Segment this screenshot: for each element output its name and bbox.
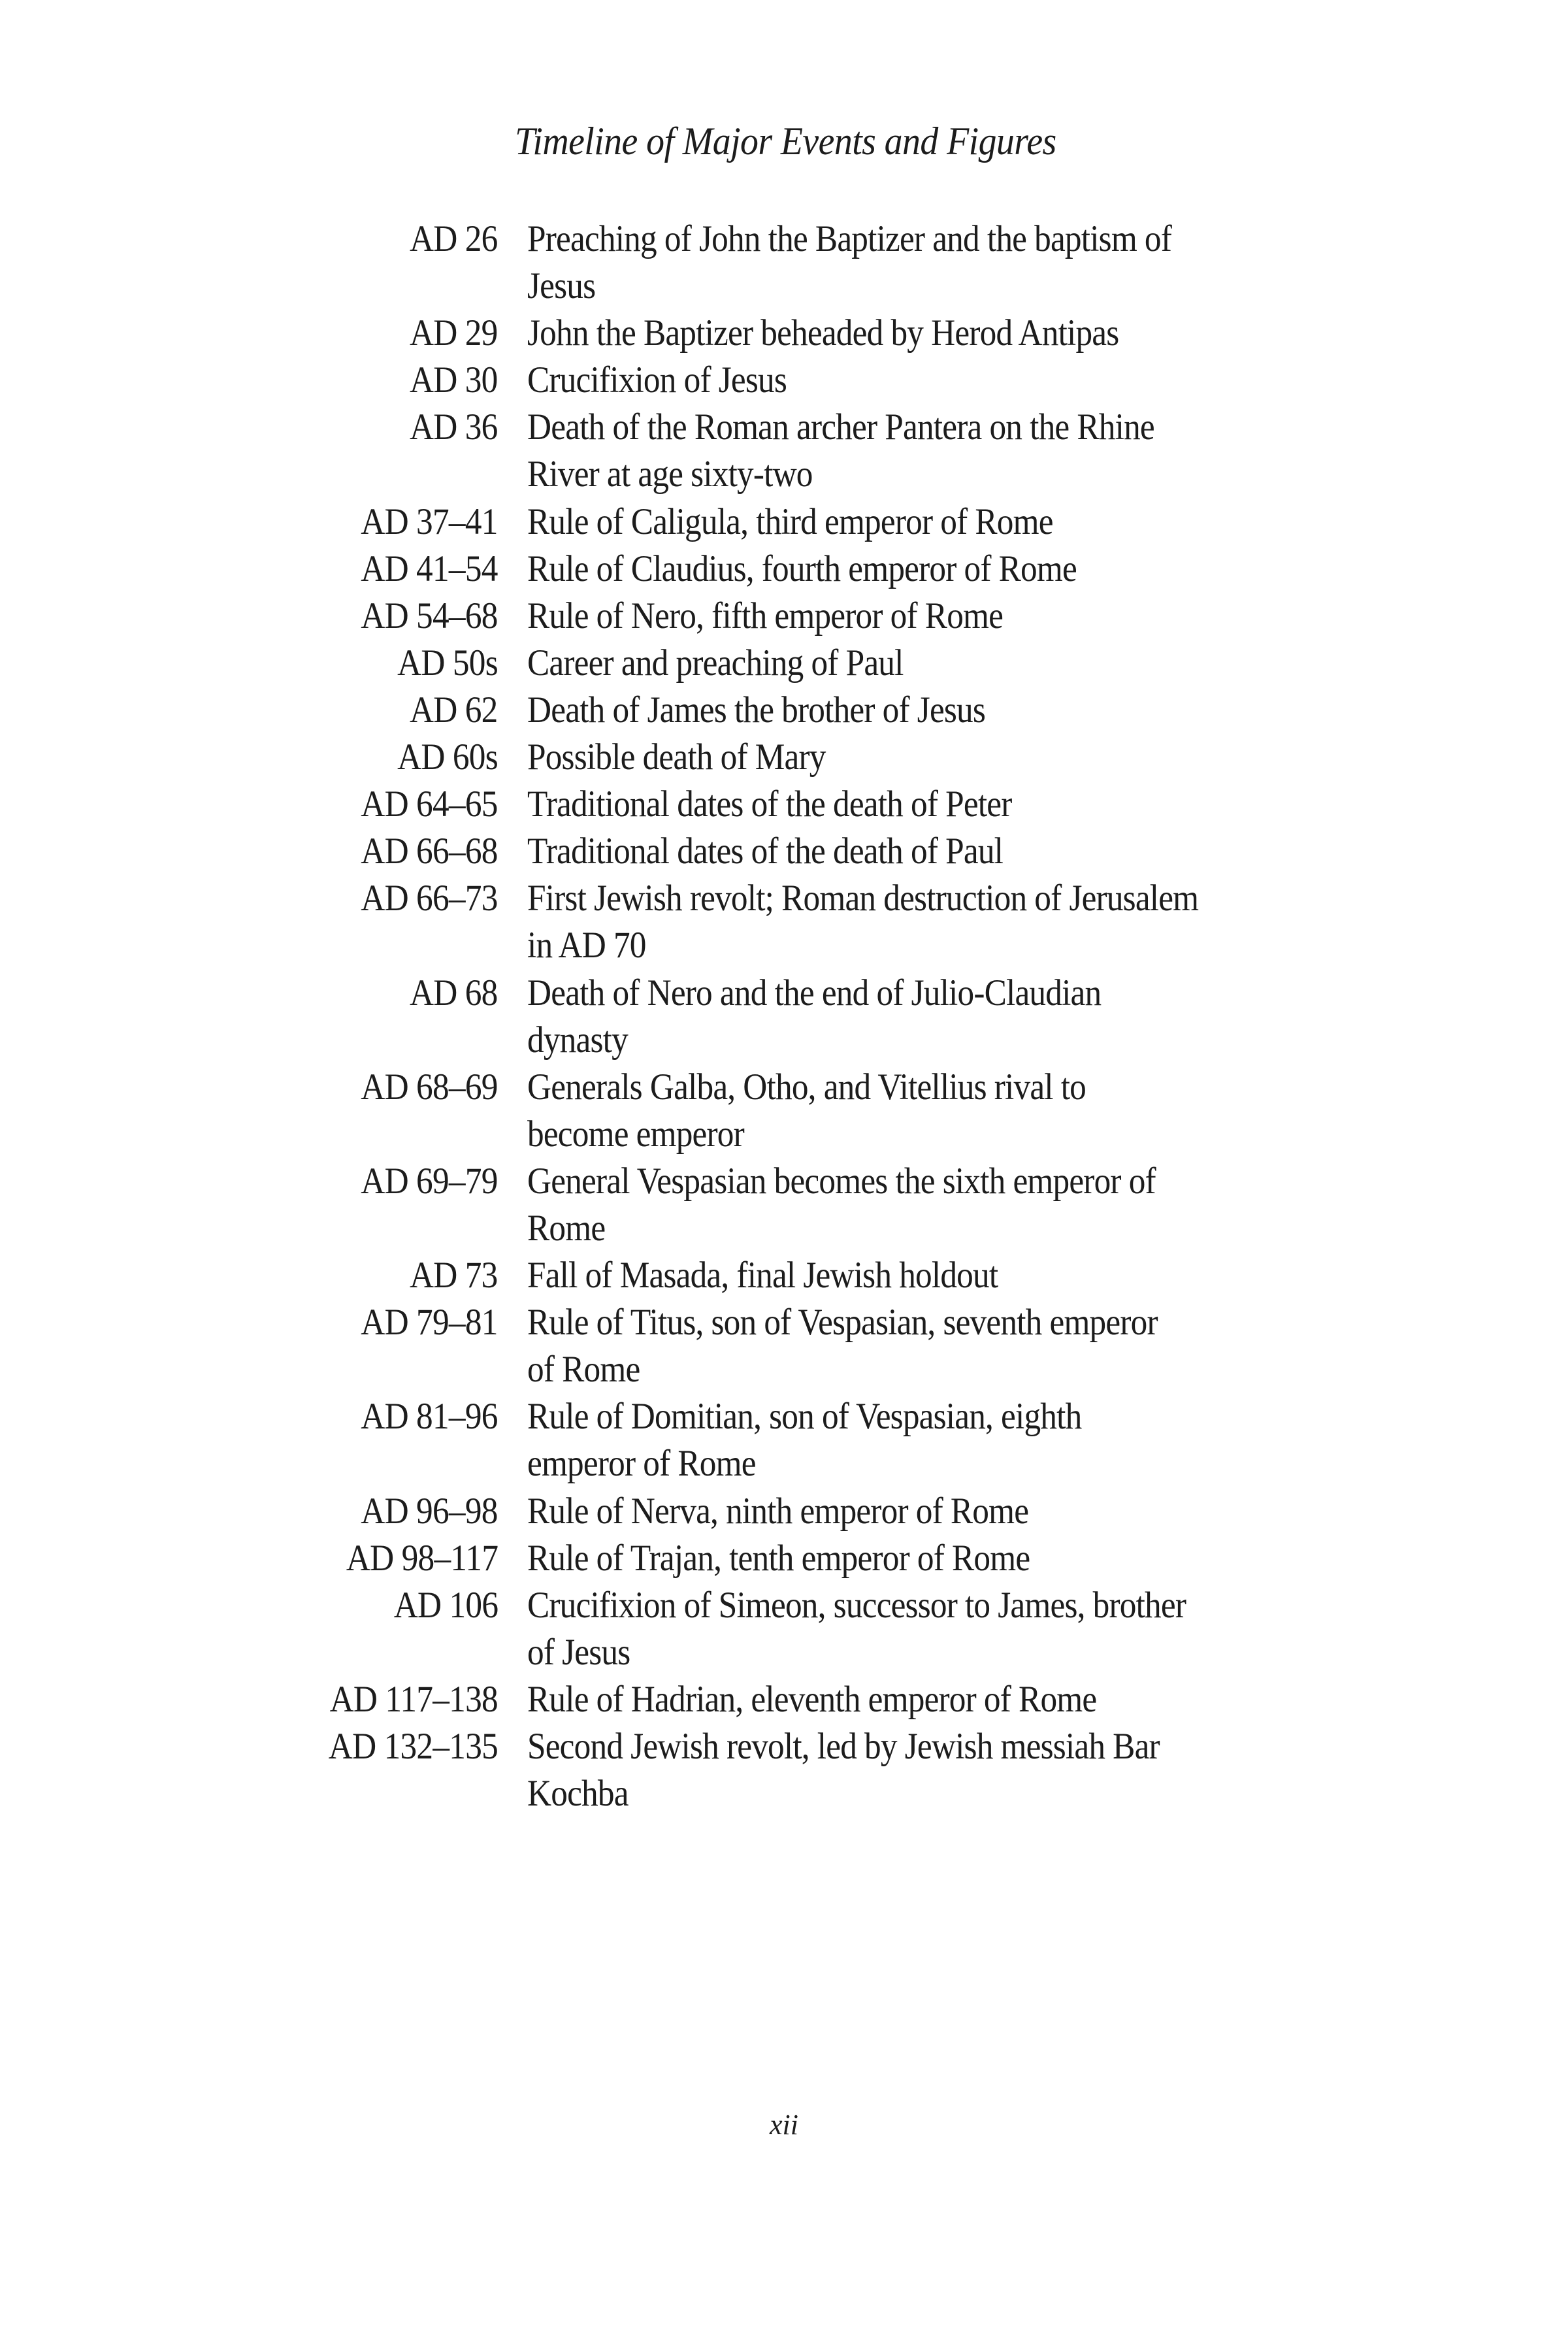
timeline-description-line: dynasty [527,1019,628,1061]
timeline-date-text: AD 79–81 [361,1302,498,1344]
timeline-entry [0,1723,1568,1817]
timeline-description [527,734,1344,781]
timeline-entry [0,593,1568,640]
timeline-description-line: Traditional dates of the death of Paul [527,831,1004,872]
timeline-date-text: AD 66–73 [361,878,498,919]
timeline-entry [0,1252,1568,1299]
timeline-entry [0,734,1568,781]
timeline-date-text: AD 30 [410,359,498,401]
timeline-description-line: in AD 70 [527,925,646,966]
timeline-entry [0,1299,1568,1393]
timeline-description-line: Death of the Roman archer Pantera on the Rhine [527,406,1154,448]
timeline-entry [0,828,1568,875]
timeline-description-line: Career and preaching of Paul [527,642,904,684]
timeline-entry [0,875,1568,969]
timeline-description [527,640,1344,687]
timeline-description-line: Kochba [527,1773,629,1815]
timeline-date [0,1535,498,1582]
timeline-description [527,828,1344,875]
timeline-description-line: Death of James the brother of Jesus [527,689,986,731]
running-header-title: Timeline of Major Events and Figures [515,120,1056,163]
timeline-description [527,1535,1344,1582]
timeline-date-text: AD 62 [410,689,498,731]
timeline-date-text: AD 106 [393,1584,498,1626]
timeline-date-text: AD 36 [410,406,498,448]
timeline-description-line: Rome [527,1207,606,1249]
timeline-entry [0,1393,1568,1487]
timeline-date-text: AD 98–117 [346,1537,498,1579]
timeline-date [0,875,498,922]
timeline-date-text: AD 68 [410,972,498,1014]
timeline-description-line: Rule of Hadrian, eleventh emperor of Rome [527,1678,1097,1720]
timeline-date [0,640,498,687]
timeline-entry [0,1582,1568,1676]
timeline-date [0,1158,498,1205]
timeline-description-line: General Vespasian becomes the sixth emperor of [527,1160,1156,1202]
timeline-entry [0,1535,1568,1582]
timeline-description-line: emperor of Rome [527,1443,756,1485]
timeline-date [0,734,498,781]
timeline-description-line: Generals Galba, Otho, and Vitellius rival to [527,1066,1086,1108]
timeline-date-text: AD 96–98 [361,1490,498,1532]
timeline-date [0,970,498,1017]
timeline-date-text: AD 60s [397,736,498,778]
timeline-date [0,1064,498,1111]
timeline-date-text: AD 68–69 [361,1066,498,1108]
timeline-entry [0,687,1568,734]
timeline-description-line: Rule of Titus, son of Vespasian, seventh emperor [527,1302,1158,1344]
timeline-date-text: AD 69–79 [361,1160,498,1202]
timeline-entry [0,970,1568,1064]
timeline-description-line: become emperor [527,1113,744,1155]
timeline-date [0,310,498,357]
timeline-description-line: Rule of Caligula, third emperor of Rome [527,501,1053,542]
timeline-date-text: AD 26 [410,218,498,259]
timeline-entry [0,781,1568,828]
timeline-description [527,1252,1344,1299]
timeline-date-text: AD 41–54 [361,548,498,589]
timeline-date [0,357,498,404]
timeline-date [0,1393,498,1440]
timeline-date [0,1252,498,1299]
timeline-description [527,499,1344,546]
timeline-date-text: AD 66–68 [361,831,498,872]
timeline-list [0,216,1568,1817]
timeline-entry [0,357,1568,404]
timeline-description [527,687,1344,734]
timeline-description-line: Second Jewish revolt, led by Jewish messiah Bar [527,1726,1160,1767]
timeline-description [527,546,1344,593]
timeline-date-text: AD 37–41 [361,501,498,542]
timeline-description-line: Rule of Nerva, ninth emperor of Rome [527,1490,1029,1532]
timeline-description [527,1299,1344,1393]
timeline-description [527,1158,1344,1252]
timeline-description-line: Jesus [527,265,596,307]
timeline-entry [0,1064,1568,1158]
page-number: xii [770,2109,798,2141]
timeline-description [527,1723,1344,1817]
timeline-description [527,1488,1344,1535]
timeline-description-line: Fall of Masada, final Jewish holdout [527,1255,998,1296]
timeline-date [0,216,498,263]
timeline-description [527,593,1344,640]
timeline-entry [0,216,1568,310]
timeline-description-line: Crucifixion of Jesus [527,359,787,401]
timeline-description-line: Preaching of John the Baptizer and the baptism of [527,218,1172,259]
timeline-description-line: First Jewish revolt; Roman destruction of Jerusalem [527,878,1199,919]
timeline-description [527,404,1344,498]
timeline-entry [0,499,1568,546]
timeline-date [0,828,498,875]
timeline-date [0,1582,498,1629]
timeline-entry [0,1676,1568,1723]
timeline-description-line: Traditional dates of the death of Peter [527,783,1012,825]
timeline-date [0,1299,498,1346]
timeline-entry [0,1488,1568,1535]
timeline-description [527,1582,1344,1676]
timeline-entry [0,404,1568,498]
timeline-entry [0,1158,1568,1252]
timeline-description-line: of Jesus [527,1631,630,1673]
timeline-description [527,1064,1344,1158]
timeline-date [0,593,498,640]
timeline-description-line: Possible death of Mary [527,736,826,778]
timeline-date [0,1676,498,1723]
timeline-description [527,970,1344,1064]
timeline-description-line: of Rome [527,1349,640,1391]
timeline-date-text: AD 132–135 [328,1726,498,1767]
timeline-description-line: River at age sixty-two [527,454,813,495]
timeline-date-text: AD 73 [410,1255,498,1296]
timeline-date-text: AD 117–138 [329,1678,498,1720]
timeline-date-text: AD 50s [397,642,498,684]
timeline-description [527,357,1344,404]
timeline-description [527,1676,1344,1723]
timeline-entry [0,640,1568,687]
timeline-description-line: Rule of Trajan, tenth emperor of Rome [527,1537,1030,1579]
timeline-entry [0,310,1568,357]
timeline-description-line: Rule of Nero, fifth emperor of Rome [527,595,1004,636]
timeline-date-text: AD 29 [410,312,498,354]
timeline-description [527,310,1344,357]
timeline-date-text: AD 54–68 [361,595,498,636]
timeline-date [0,546,498,593]
timeline-date-text: AD 64–65 [361,783,498,825]
timeline-description-line: Rule of Domitian, son of Vespasian, eighth [527,1396,1082,1438]
timeline-description-line: Death of Nero and the end of Julio-Claudian [527,972,1102,1014]
timeline-date [0,499,498,546]
timeline-date [0,687,498,734]
timeline-date [0,1488,498,1535]
timeline-description-line: Rule of Claudius, fourth emperor of Rome [527,548,1077,589]
timeline-description-line: John the Baptizer beheaded by Herod Antipas [527,312,1119,354]
timeline-date [0,404,498,451]
timeline-date [0,781,498,828]
timeline-entry [0,546,1568,593]
timeline-date-text: AD 81–96 [361,1396,498,1438]
timeline-description [527,1393,1344,1487]
timeline-date [0,1723,498,1770]
timeline-description-line: Crucifixion of Simeon, successor to James, brother [527,1584,1186,1626]
timeline-description [527,875,1344,969]
timeline-description [527,216,1344,310]
timeline-description [527,781,1344,828]
